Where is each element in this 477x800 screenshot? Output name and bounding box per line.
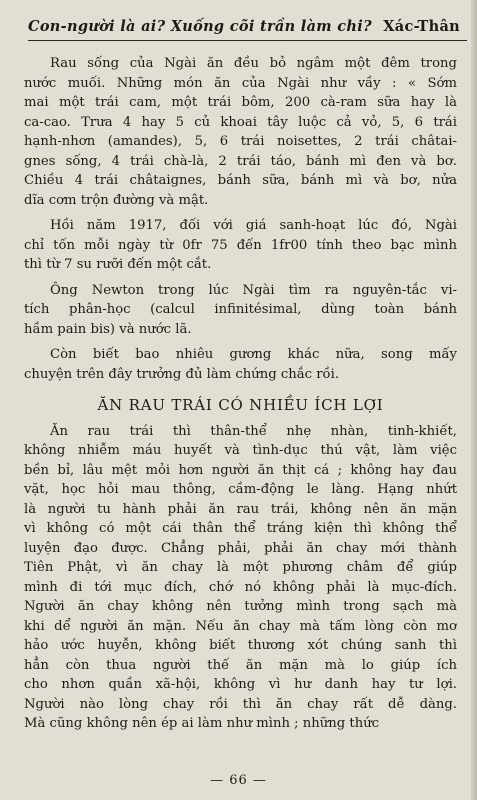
text-line: chuyện trên đây trưởng đủ làm chứng chắc rồi. — [24, 366, 340, 382]
text-line: gnes sống, 4 trái chà-là, 2 trái táo, bánh mì đen và bơ. — [24, 153, 457, 169]
text-line: ca-cao. Trưa 4 hay 5 củ khoai tây luộc cả vỏ, 5, 6 trái — [24, 114, 457, 130]
section-paragraph — [24, 422, 457, 734]
text-line: khi dể người ăn mặn. Nếu ăn chay mà tấm lòng còn mơ — [24, 618, 457, 634]
text-line: cho nhơn quần xã-hội, không vì hư danh hay tư lợi. — [24, 677, 457, 692]
text-line: hẳn còn thua người thế ăn mặn mà lo giúp ích — [24, 657, 457, 673]
text-line: Tiên Phật, vì ăn chay là một phương châm để giúp — [24, 560, 457, 575]
text-line: Ông Newton trong lúc Ngài tìm ra nguyên-tắc vi- — [50, 282, 457, 298]
text-line: Rau sống của Ngài ăn đều bỏ ngâm một đêm trong — [50, 56, 457, 71]
paragraph — [24, 281, 457, 340]
text-line: là người tu hành phải ăn rau trái, không nên ăn mặn — [24, 501, 457, 517]
text-line: mình đi tới mục đích, chớ nó không phải là mục-đích. — [24, 579, 457, 595]
text-line: Hồi năm 1917, đối với giá sanh-hoạt lúc đó, Ngài — [50, 218, 457, 233]
text-line: Mà cũng không nên ép ai làm như mình ; những thức — [24, 716, 380, 731]
header-title: Con-người là ai? Xuống cõi trần làm chi? — [28, 18, 372, 35]
text-line: Người ăn chay không nên tưởng mình trong sạch mà — [24, 599, 457, 614]
header-author: Xác-Thân — [383, 18, 460, 35]
text-line: hạnh-nhơn (amandes), 5, 6 trái noisettes, 2 trái châtai- — [24, 134, 457, 149]
paragraph — [24, 54, 457, 210]
text-line: luyện đạo được. Chẳng phải, phải ăn chay mới thành — [24, 540, 457, 556]
text-line: Ăn rau trái thì thân-thể nhẹ nhàn, tinh-khiết, — [50, 423, 457, 439]
text-line: nước muối. Những món ăn của Ngài như vầy : « Sớm — [24, 75, 457, 91]
text-line: bền bỉ, lâu mệt mỏi hơn người ăn thịt cá ; không hay đau — [24, 462, 457, 478]
text-line: không nhiễm máu huyết và tình-dục thú vật, làm việc — [24, 443, 457, 458]
text-line: Chiều 4 trái châtaignes, bánh sữa, bánh mì và bơ, nửa — [24, 173, 457, 188]
text-line: chỉ tốn mỗi ngày từ 0fr 75 đến 1fr00 tính theo bạc mình — [24, 237, 457, 253]
paragraph — [24, 216, 457, 275]
section-title: ĂN RAU TRÁI CÓ NHIỀU ÍCH LỢI — [97, 396, 384, 414]
text-line: vì không có một cái thân thể tráng kiện thì không thể — [24, 521, 457, 536]
paragraph-list — [24, 54, 457, 384]
text-line: thì từ 7 su rưỡi đến một cắt. — [24, 257, 212, 272]
text-line: hảo ước huyễn, không biết thương xót chúng sanh thì — [24, 638, 457, 653]
page-number: — 66 — — [210, 773, 267, 788]
text-line: Còn biết bao nhiêu gương khác nữa, song mấy — [50, 347, 457, 362]
body-text — [24, 54, 457, 734]
text-line: Người nào lòng chay rồi thì ăn chay rất dễ dàng. — [24, 696, 457, 712]
page-edge-shadow — [471, 0, 477, 800]
text-line: hầm pain bis) và nước lã. — [24, 321, 192, 337]
text-line: tích phân-học (calcul infinitésimal, dùng toàn bánh — [24, 302, 457, 317]
paragraph — [24, 422, 457, 734]
text-line: dĩa cơm trộn đường và mật. — [24, 192, 209, 208]
text-line: vặt, học hỏi mau thông, cầm-động le làng. Hạng nhứt — [24, 482, 457, 497]
running-header — [28, 18, 467, 41]
paragraph — [24, 345, 457, 384]
text-line: mai một trái cam, một trái bôm, 200 cà-ram sữa hay là — [24, 95, 457, 110]
